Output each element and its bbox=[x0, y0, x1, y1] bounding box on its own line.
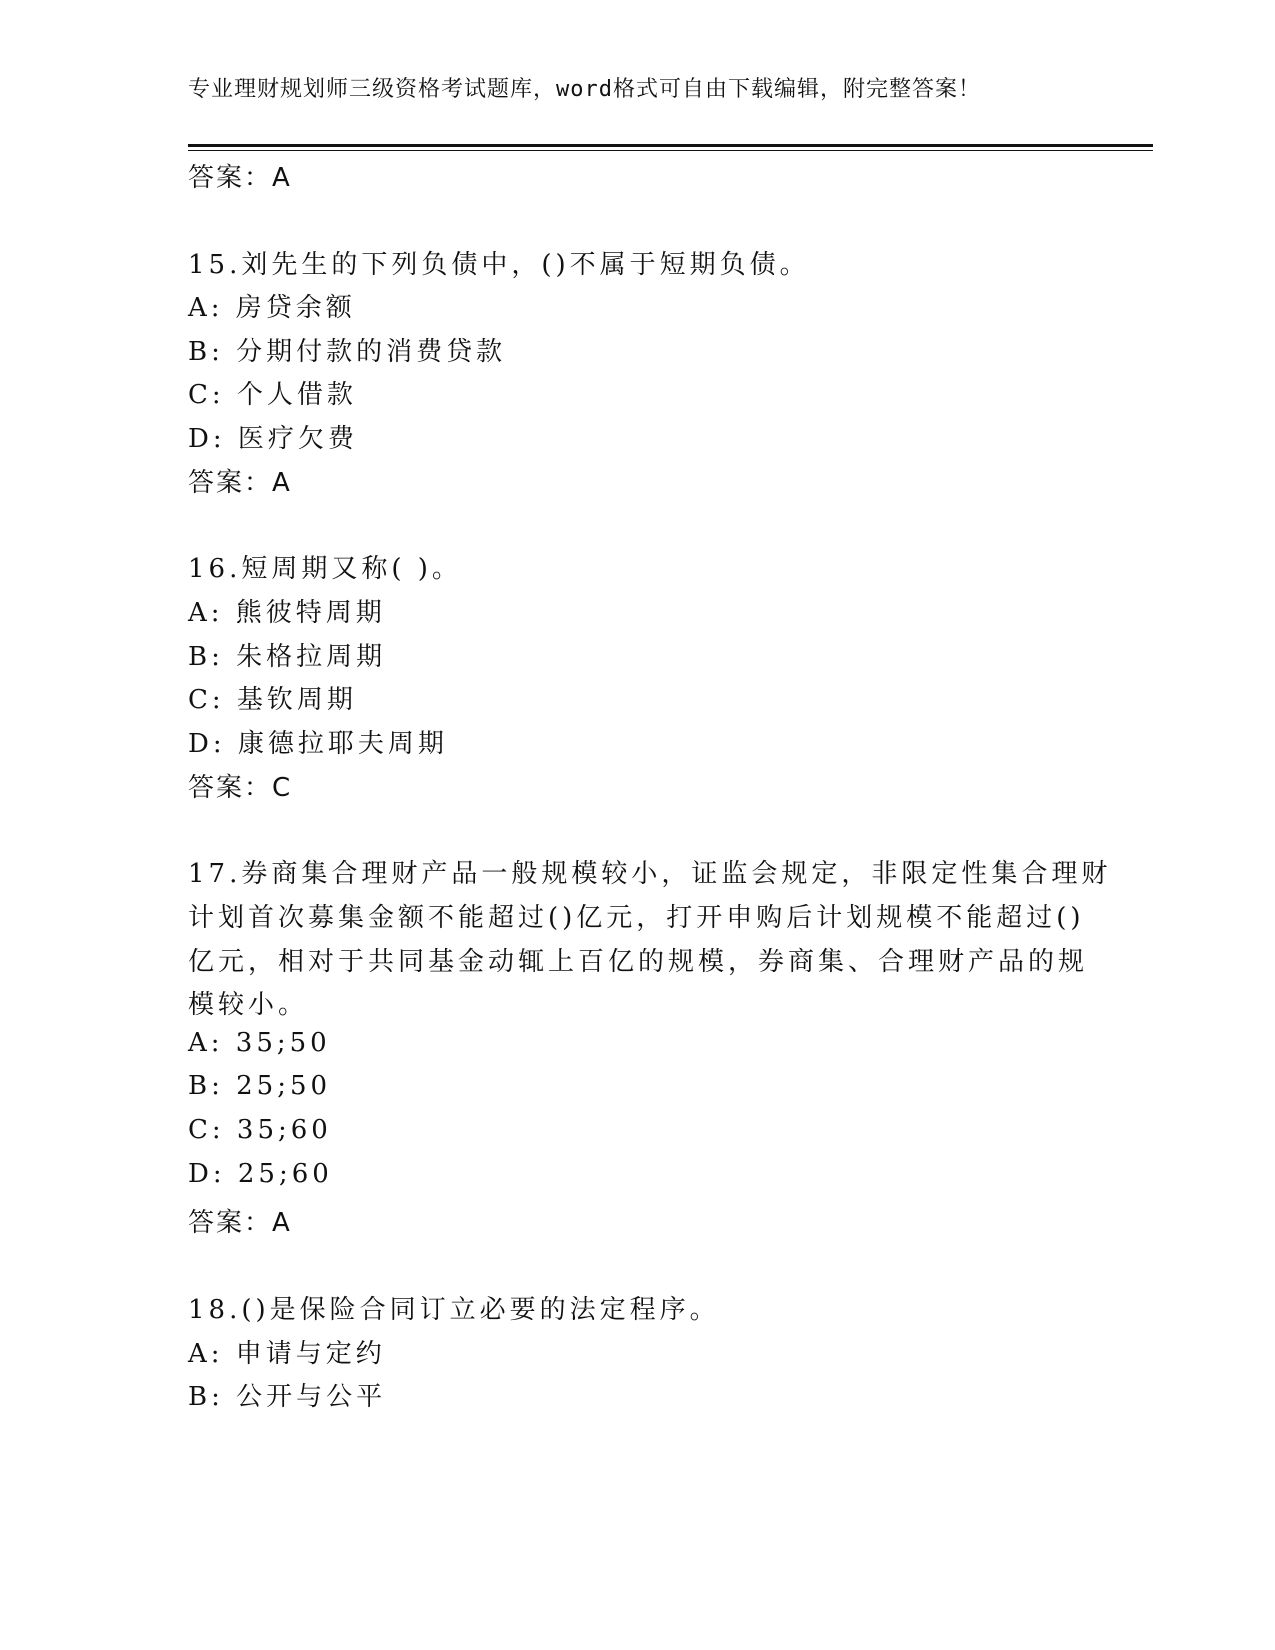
answer-label: 答案：A bbox=[188, 163, 292, 193]
option-a: A: 35;50 bbox=[188, 1028, 331, 1058]
answer-label: 答案：A bbox=[188, 468, 292, 498]
option-b: B: 公开与公平 bbox=[188, 1382, 387, 1412]
option-d: D: 康德拉耶夫周期 bbox=[188, 729, 448, 759]
option-d: D: 25;60 bbox=[188, 1159, 333, 1189]
answer-label: 答案：C bbox=[188, 773, 293, 803]
header-rule-thin bbox=[188, 150, 1153, 151]
question-stem-line: 模较小。 bbox=[188, 990, 309, 1020]
option-c: C: 基钦周期 bbox=[188, 685, 357, 715]
answer-label: 答案：A bbox=[188, 1208, 292, 1238]
option-a: A: 房贷余额 bbox=[188, 293, 356, 323]
option-b: B: 分期付款的消费贷款 bbox=[188, 337, 507, 367]
question-stem: 15.刘先生的下列负债中，()不属于短期负债。 bbox=[188, 250, 810, 280]
option-b: B: 25;50 bbox=[188, 1071, 332, 1101]
option-c: C: 个人借款 bbox=[188, 380, 357, 410]
option-b: B: 朱格拉周期 bbox=[188, 642, 387, 672]
option-c: C: 35;60 bbox=[188, 1115, 332, 1145]
option-d: D: 医疗欠费 bbox=[188, 424, 358, 454]
header-rule-thick bbox=[188, 144, 1153, 147]
question-stem-line: 计划首次募集金额不能超过()亿元，打开申购后计划规模不能超过() bbox=[188, 903, 1085, 933]
option-a: A: 申请与定约 bbox=[188, 1339, 386, 1369]
question-stem: 18.()是保险合同订立必要的法定程序。 bbox=[188, 1295, 720, 1325]
page-header: 专业理财规划师三级资格考试题库，word格式可自由下载编辑，附完整答案！ bbox=[188, 77, 981, 102]
option-a: A: 熊彼特周期 bbox=[188, 598, 386, 628]
question-stem-line: 17.券商集合理财产品一般规模较小，证监会规定，非限定性集合理财 bbox=[188, 859, 1112, 889]
question-stem: 16.短周期又称( )。 bbox=[188, 554, 462, 584]
question-stem-line: 亿元，相对于共同基金动辄上百亿的规模，券商集、合理财产品的规 bbox=[188, 947, 1089, 977]
